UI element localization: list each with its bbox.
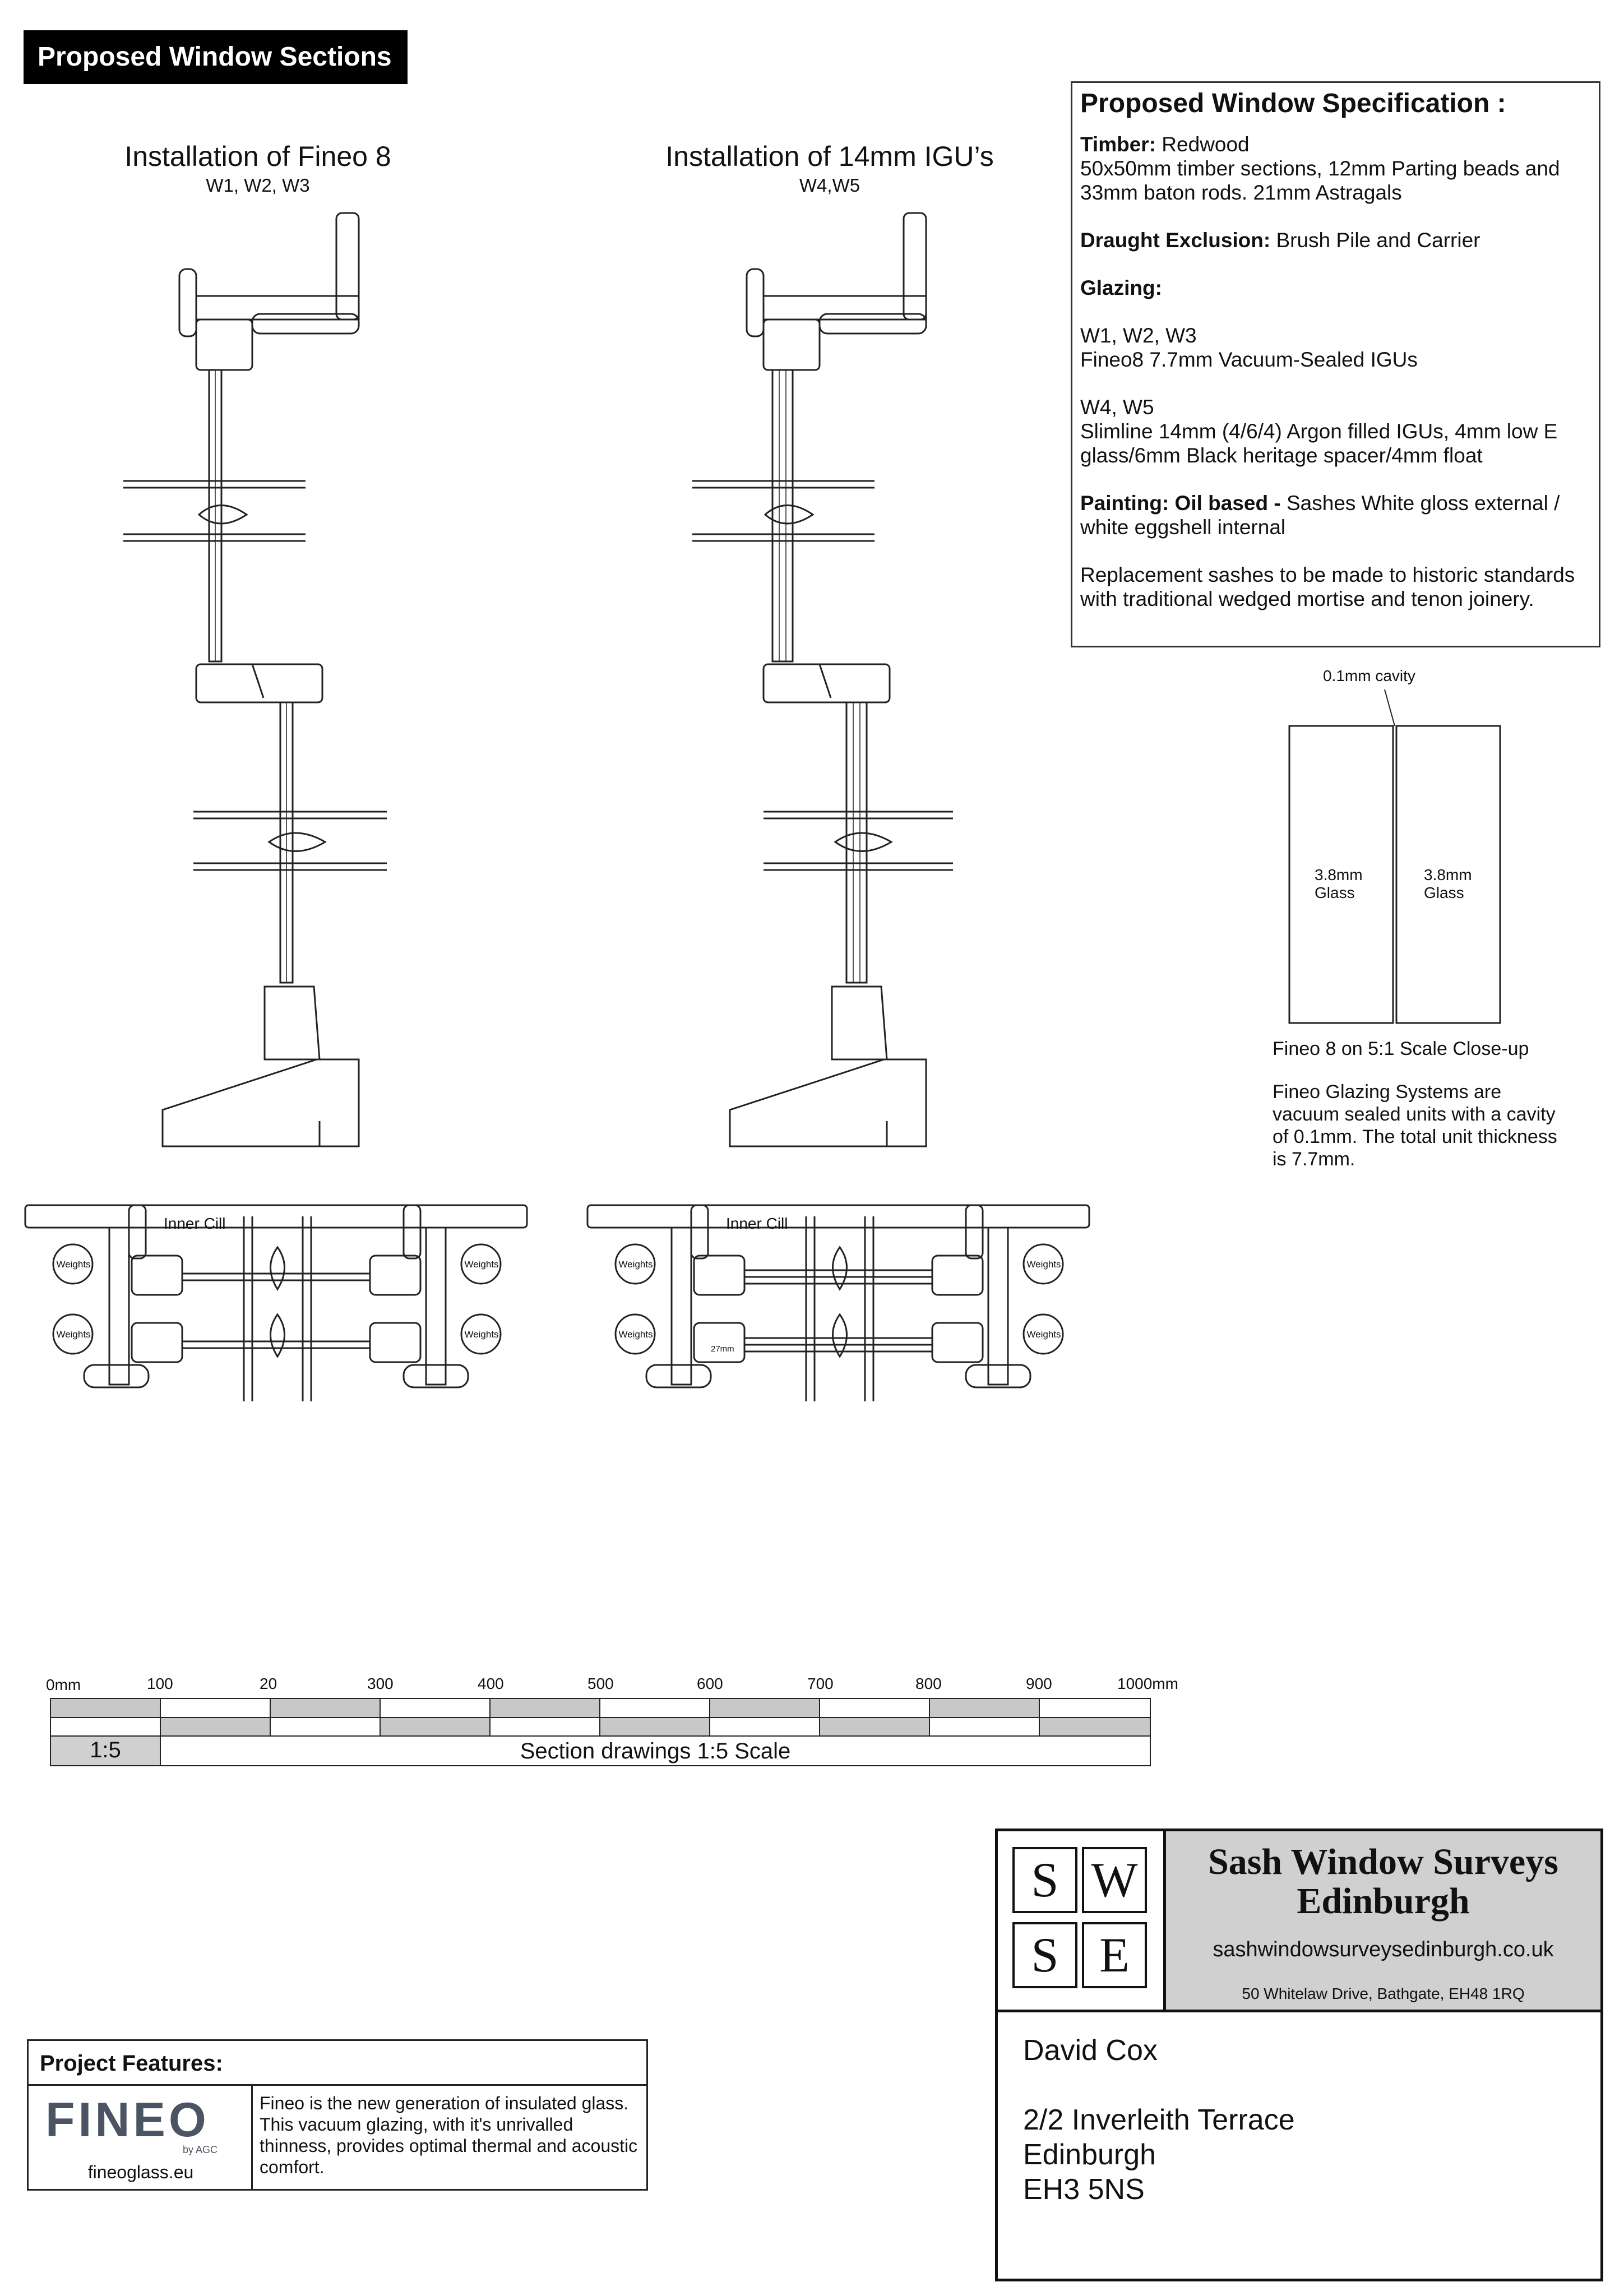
logo-letter: S <box>1012 1922 1077 1988</box>
spec-glazing-label: Glazing: <box>1080 276 1162 299</box>
company-name: Sash Window Surveys Edinburgh <box>1208 1841 1558 1922</box>
fineo-closeup <box>1289 689 1500 1023</box>
title-block <box>995 1829 1603 2281</box>
weights-label: Weights <box>464 1259 499 1270</box>
weights-label: Weights <box>618 1329 653 1340</box>
weights-label: Weights <box>464 1329 499 1340</box>
project-features-description: Fineo is the new generation of insulated glass. This vacuum glazing, with it's unrivalled thinness, provides optimal thermal and acoustic comfort. <box>260 2093 638 2177</box>
inner-cill-label-left: Inner Cill <box>164 1215 226 1232</box>
weights-label: Weights <box>618 1259 653 1270</box>
left-drawing-title: Installation of Fineo 8 <box>124 141 391 172</box>
weights-label: Weights <box>1026 1329 1061 1340</box>
spec-glazing-b: W4, W5 Slimline 14mm (4/6/4) Argon filled IGUs, 4mm low E glass/6mm Black heritage spacer/4mm float <box>1080 396 1558 467</box>
closeup-description: Fineo Glazing Systems are vacuum sealed units with a cavity of 0.1mm. The total unit thickness is 7.7mm. <box>1273 1081 1557 1170</box>
scale-tick-label: 800 <box>915 1675 942 1692</box>
scale-tick-label: 600 <box>697 1675 723 1692</box>
left-plan-section <box>25 1205 527 1401</box>
closeup-caption: Fineo 8 on 5:1 Scale Close-up <box>1273 1038 1529 1059</box>
page-title: Proposed Window Sections <box>24 30 408 84</box>
right-vertical-section <box>692 213 953 1146</box>
scale-tick-label: 20 <box>260 1675 277 1692</box>
spec-draught: Draught Exclusion: Brush Pile and Carrier <box>1080 229 1480 252</box>
logo-letter: S <box>1012 1847 1077 1913</box>
scale-caption: Section drawings 1:5 Scale <box>520 1739 791 1763</box>
dimension-27mm-label: 27mm <box>711 1344 734 1354</box>
fineo-url: fineoglass.eu <box>87 2162 194 2182</box>
glass-left-label: 3.8mm Glass <box>1315 866 1363 901</box>
project-features-panel <box>27 2039 648 2191</box>
spec-timber: Timber: Redwood 50x50mm timber sections, 12mm Parting beads and 33mm baton rods. 21mm Astragals <box>1080 133 1560 204</box>
client-address-line: EH3 5NS <box>1023 2173 1145 2206</box>
spec-painting: Painting: Oil based - Sashes White gloss external / white eggshell internal <box>1080 492 1560 539</box>
company-website: sashwindowsurveysedinburgh.co.uk <box>1213 1938 1554 1961</box>
left-vertical-section <box>123 213 387 1146</box>
weights-label: Weights <box>56 1259 91 1270</box>
scale-tick-label: 400 <box>478 1675 504 1692</box>
inner-cill-label-right: Inner Cill <box>726 1215 788 1232</box>
scale-tick-label: 0mm <box>46 1676 81 1693</box>
logo-letter: E <box>1082 1922 1147 1988</box>
fineo-logo-sub: by AGC <box>183 2144 218 2155</box>
client-address-line: 2/2 Inverleith Terrace <box>1023 2104 1295 2136</box>
weights-label: Weights <box>56 1329 91 1340</box>
right-drawing-title: Installation of 14mm IGU’s <box>665 141 994 172</box>
cavity-label: 0.1mm cavity <box>1323 667 1415 684</box>
project-features-heading: Project Features: <box>29 2041 646 2086</box>
fineo-logo-text: FINEO <box>45 2093 210 2147</box>
scale-tick-label: 1000mm <box>1117 1675 1178 1692</box>
company-brand <box>1166 1831 1600 2010</box>
swse-logo <box>998 1831 1166 2010</box>
scale-tick-label: 300 <box>367 1675 394 1692</box>
client-address-line: Edinburgh <box>1023 2138 1156 2171</box>
client-name: David Cox <box>1023 2034 1158 2067</box>
scale-tick-label: 100 <box>147 1675 173 1692</box>
scale-tick-label: 700 <box>807 1675 834 1692</box>
fineo-logo <box>29 2086 253 2191</box>
spec-replacement: Replacement sashes to be made to historic standards with traditional wedged mortise and tenon joinery. <box>1080 563 1575 610</box>
scale-tick-label: 900 <box>1026 1675 1052 1692</box>
spec-heading: Proposed Window Specification : <box>1080 89 1506 118</box>
client-details <box>1023 2033 1295 2207</box>
weights-label: Weights <box>1026 1259 1061 1270</box>
spec-glazing-a: W1, W2, W3 Fineo8 7.7mm Vacuum-Sealed IGUs <box>1080 324 1418 371</box>
right-drawing-subtitle: W4,W5 <box>799 175 860 196</box>
specification-panel <box>1071 81 1600 647</box>
right-plan-section <box>587 1205 1089 1401</box>
glass-right-label: 3.8mm Glass <box>1424 866 1472 901</box>
left-drawing-subtitle: W1, W2, W3 <box>206 175 310 196</box>
scale-tick-label: 500 <box>587 1675 614 1692</box>
title-block-header <box>998 1831 1600 2012</box>
company-address: 50 Whitelaw Drive, Bathgate, EH48 1RQ <box>1242 1985 1525 2002</box>
logo-letter: W <box>1082 1847 1147 1913</box>
scale-ratio: 1:5 <box>90 1738 121 1762</box>
